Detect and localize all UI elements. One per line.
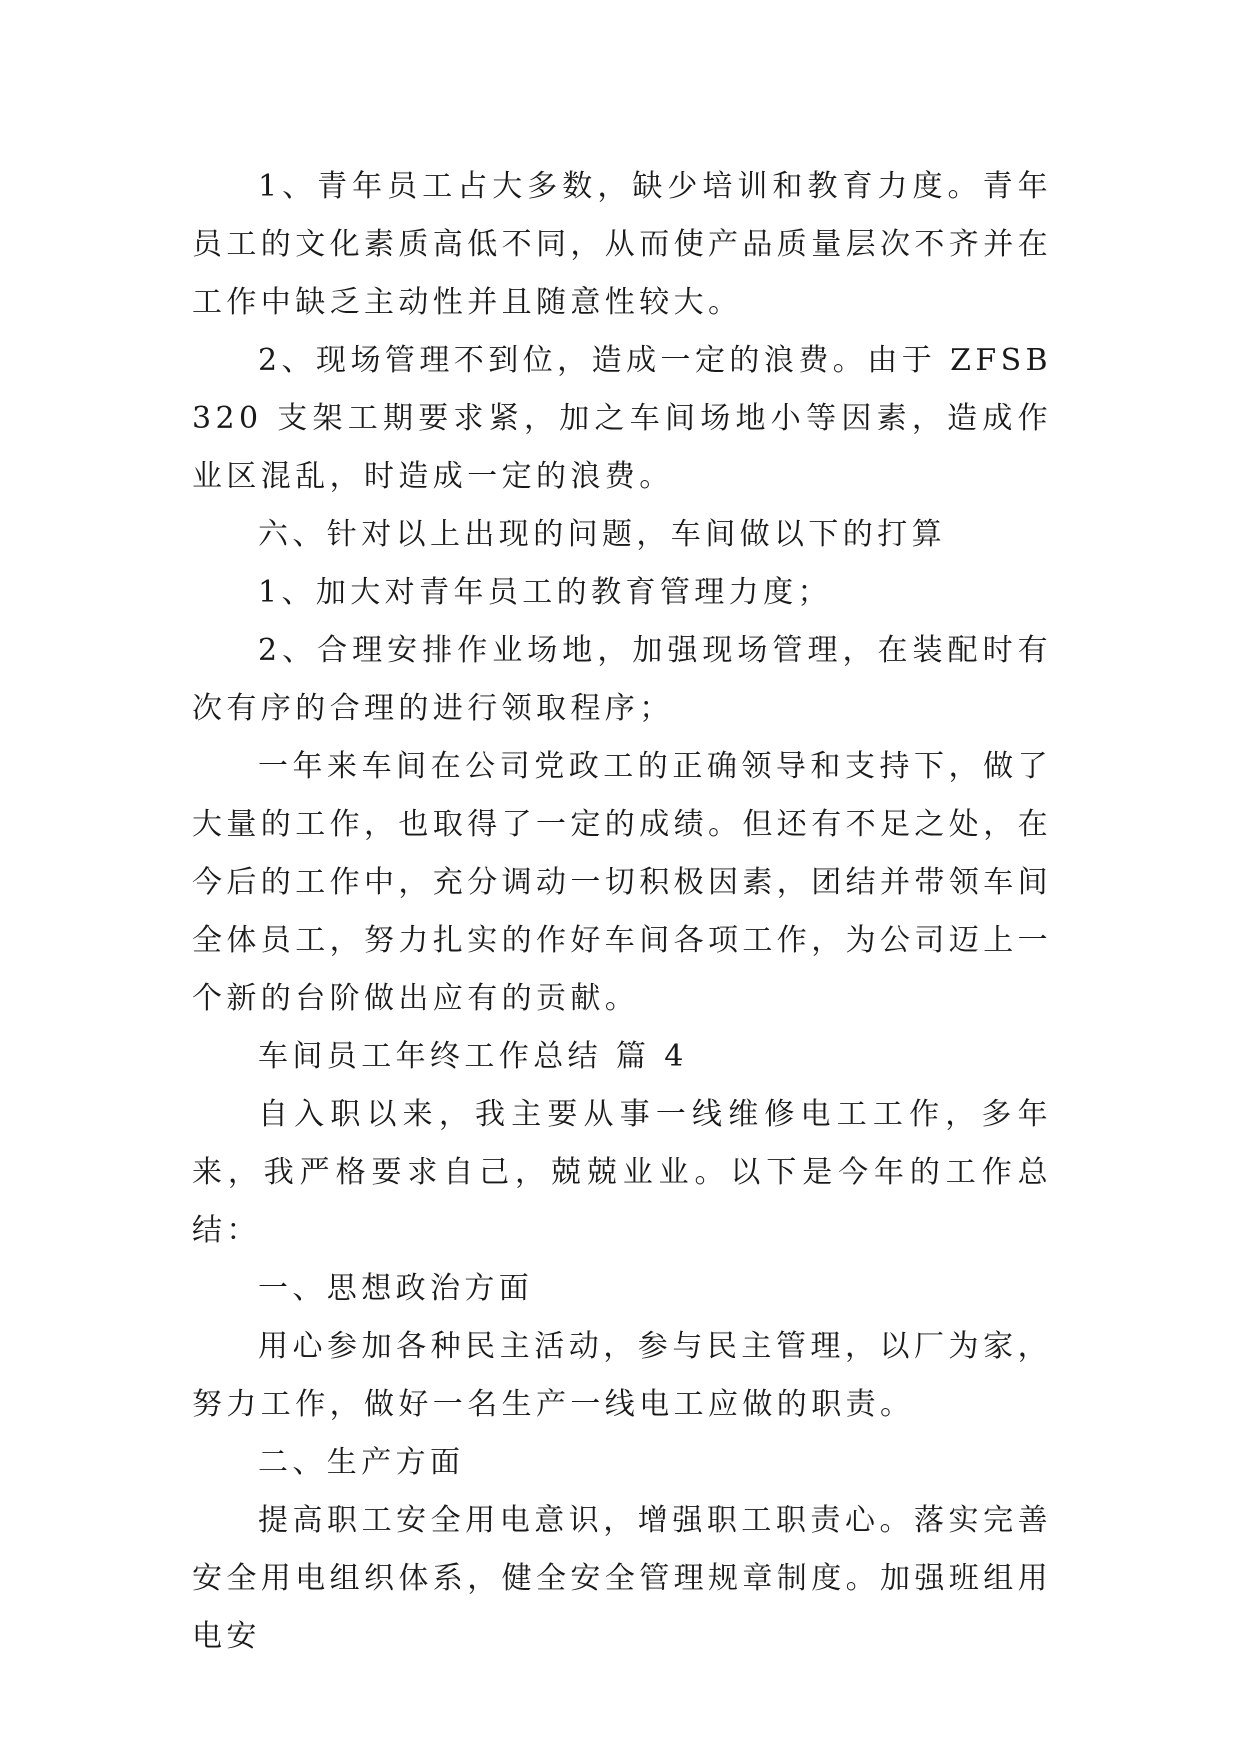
paragraph-political: 用心参加各种民主活动，参与民主管理，以厂为家，努力工作，做好一名生产一线电工应做的职责。 [192, 1329, 1052, 1422]
heading-political: 一、思想政治方面 [258, 1271, 534, 1306]
plan-item-1: 1、加大对青年员工的教育管理力度； [258, 575, 832, 610]
section-title-article-4: 车间员工年终工作总结 篇 4 [258, 1039, 688, 1074]
heading-production: 二、生产方面 [258, 1445, 465, 1480]
paragraph-production: 提高职工安全用电意识，增强职工职责心。落实完善安全用电组织体系，健全安全管理规章制度。加强班组用电安 [192, 1503, 1052, 1654]
paragraph-introduction: 自入职以来，我主要从事一线维修电工工作，多年来，我严格要求自己，兢兢业业。以下是今年的工作总结： [192, 1097, 1052, 1248]
paragraph-annual-summary: 一年来车间在公司党政工的正确领导和支持下，做了大量的工作，也取得了一定的成绩。但还有不足之处，在今后的工作中，充分调动一切积极因素，团结并带领车间全体员工，努力扎实的作好车间各项工作，为公司迈上一个新的台阶做出应有的贡献。 [192, 749, 1052, 1016]
heading-plans: 六、针对以上出现的问题，车间做以下的打算 [258, 517, 946, 552]
document-body [192, 158, 1052, 1666]
paragraph-site-management: 2、现场管理不到位，造成一定的浪费。由于 ZFSB320 支架工期要求紧，加之车间场地小等因素，造成作业区混乱，时造成一定的浪费。 [192, 343, 1052, 494]
plan-item-2: 2、合理安排作业场地，加强现场管理，在装配时有次有序的合理的进行领取程序； [192, 633, 1052, 726]
paragraph-youth-staff: 1、青年员工占大多数，缺少培训和教育力度。青年员工的文化素质高低不同，从而使产品质量层次不齐并在工作中缺乏主动性并且随意性较大。 [192, 169, 1052, 320]
